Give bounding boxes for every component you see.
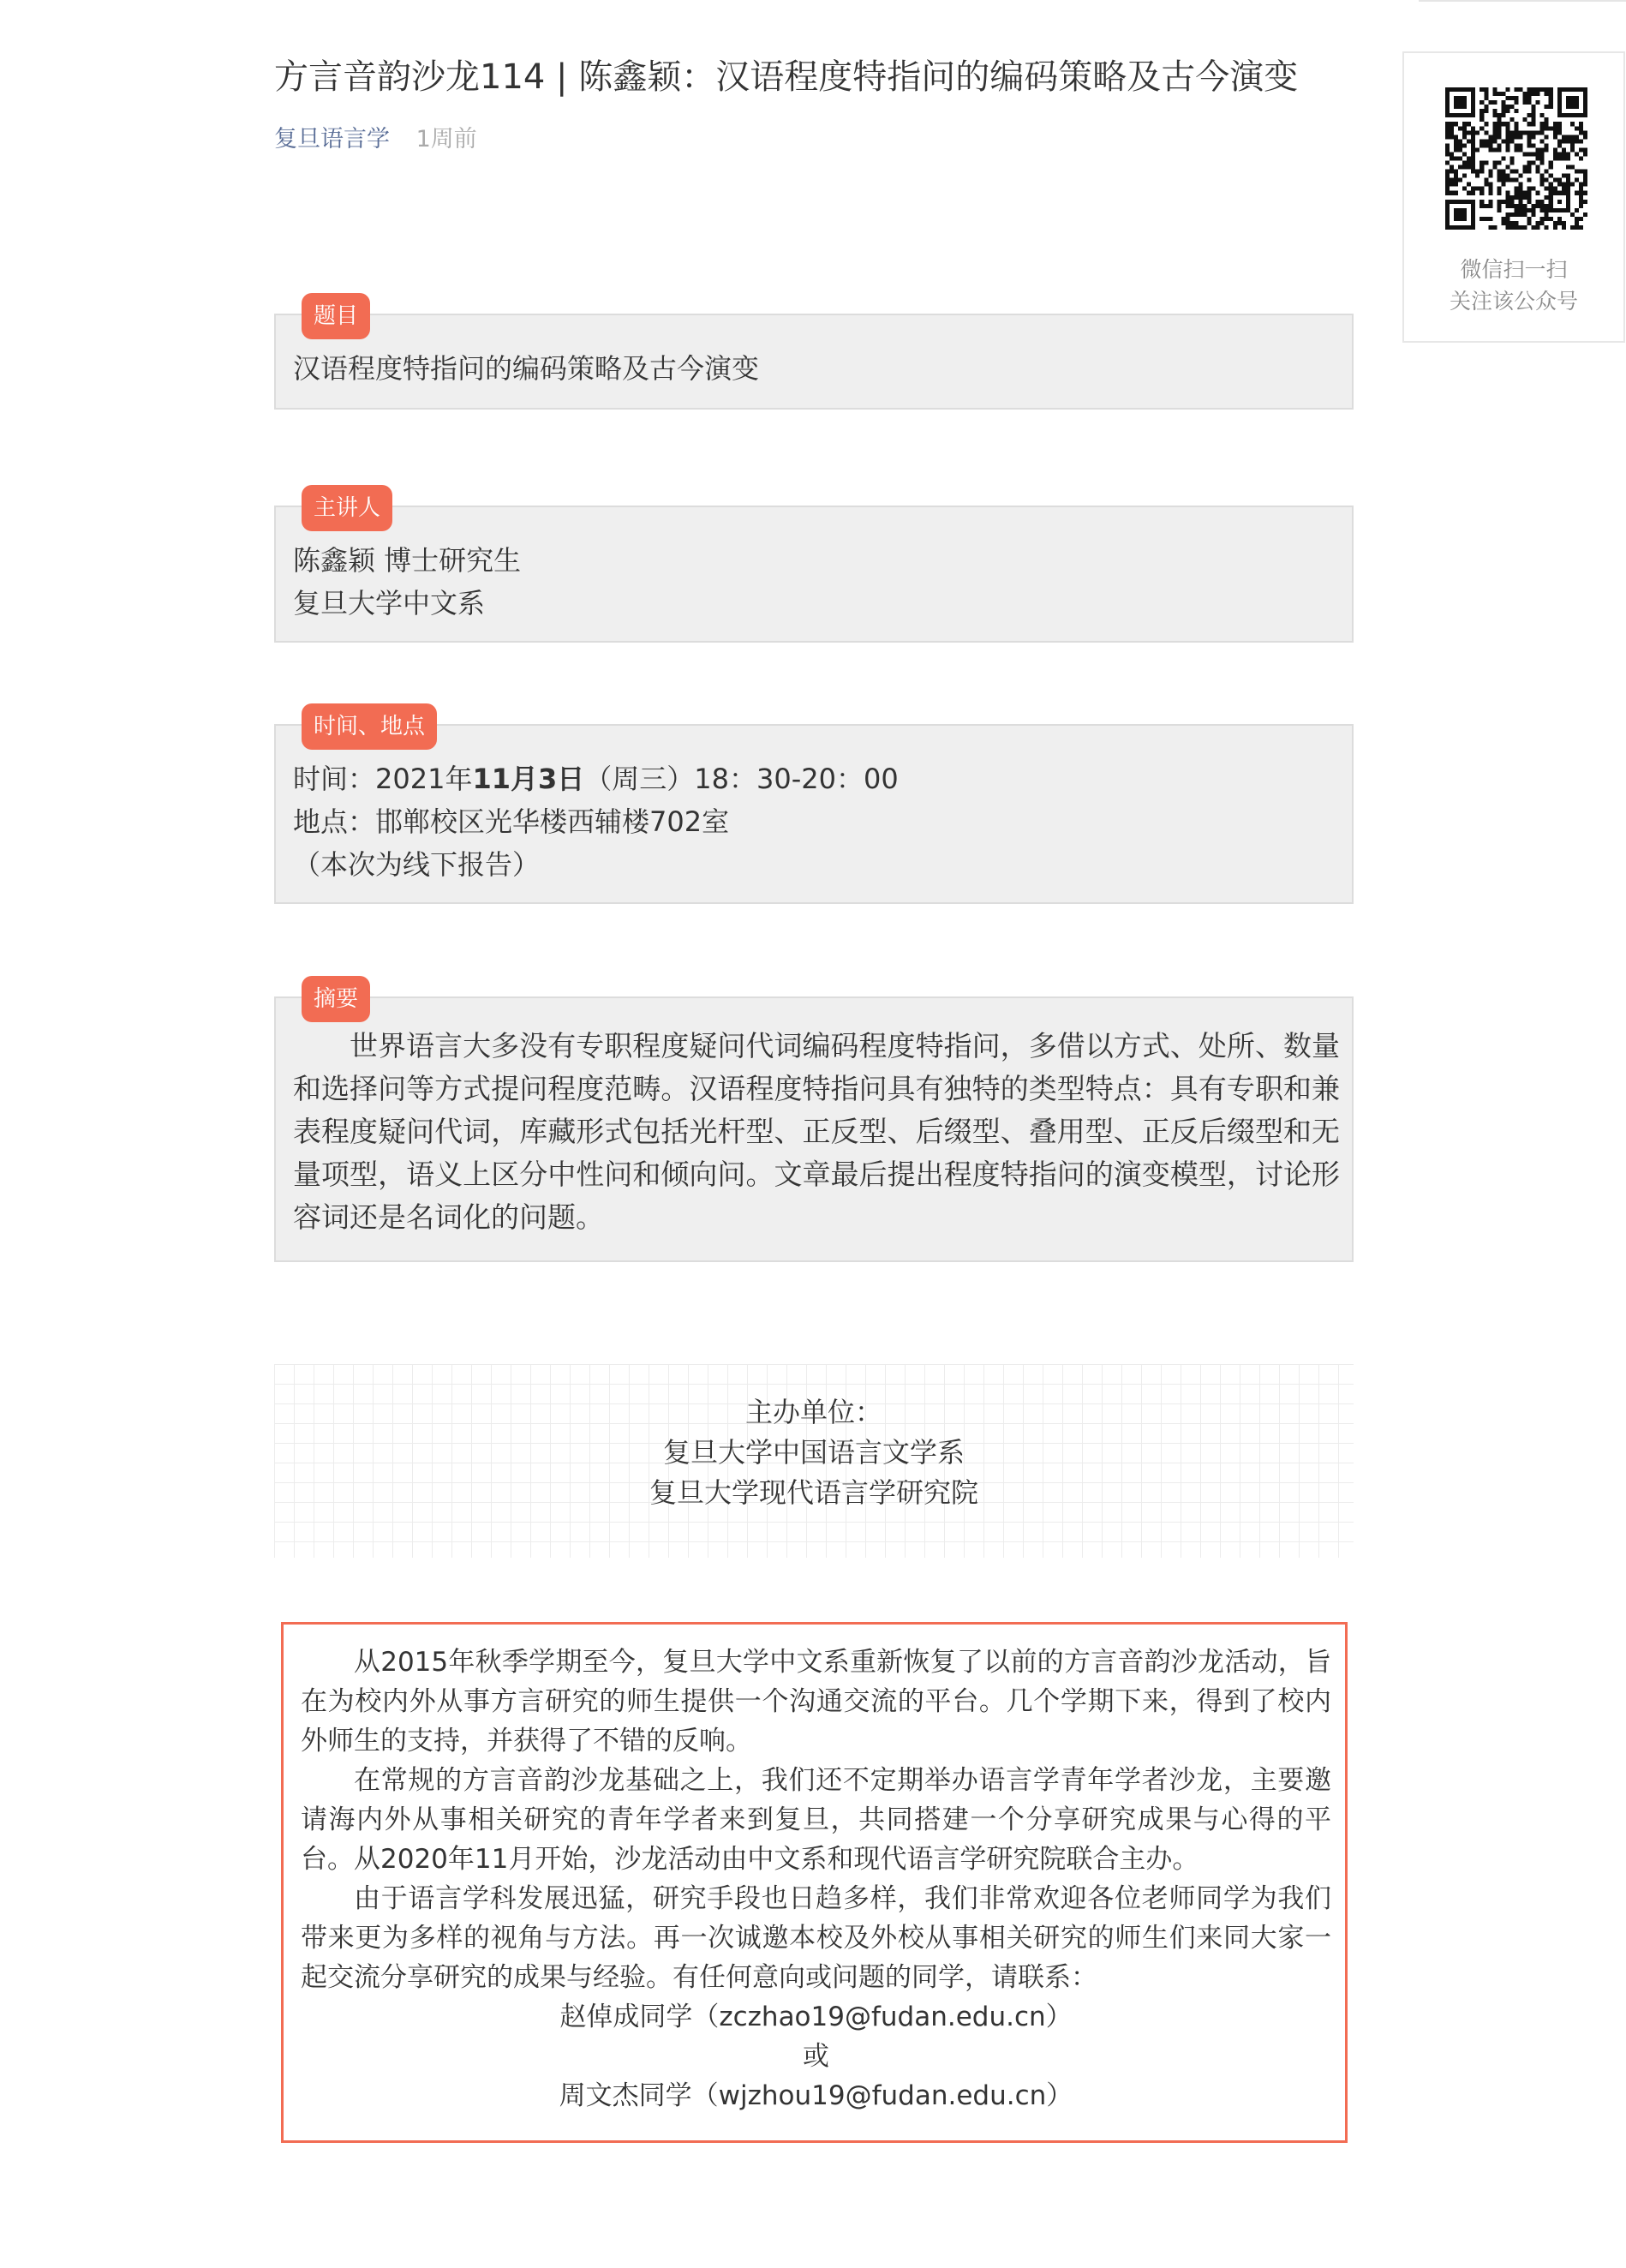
speaker-tag: 主讲人 bbox=[302, 485, 392, 531]
host-org-2: 复旦大学现代语言学研究院 bbox=[649, 1476, 978, 1509]
intro-paragraph-3: 由于语言学科发展迅猛，研究手段也日趋多样，我们非常欢迎各位老师同学为我们带来更为多样的视角与方法。再一次诚邀本校及外校从事相关研究的师生们来同大家一起交流分享研究的成果与经验。有任何意向或问题的同学，请联系： bbox=[301, 1883, 1331, 1993]
contact-2: 周文杰同学（wjzhou19@fudan.edu.cn） bbox=[559, 2080, 1073, 2111]
abstract-text: 世界语言大多没有专职程度疑问代词编码程度特指问，多借以方式、处所、数量和选择问等方式提问程度范畴。汉语程度特指问具有独特的类型特点：具有专职和兼表程度疑问代词，库藏形式包括光杆型、正反型、后缀型、叠用型、正反后缀型和无量项型，语义上区分中性问和倾向问。文章最后提出程度特指问的演变模型，讨论形容词还是名词化的问题。 bbox=[293, 1029, 1340, 1234]
event-time-prefix: 时间：2021年 bbox=[293, 763, 473, 795]
article-meta bbox=[274, 124, 477, 155]
event-place: 地点：邯郸校区光华楼西辅楼702室 bbox=[293, 805, 730, 838]
abstract-section bbox=[274, 986, 1354, 1262]
intro-text bbox=[301, 1643, 1331, 2115]
speaker-affiliation: 复旦大学中文系 bbox=[293, 587, 486, 619]
host-text bbox=[274, 1392, 1354, 1513]
corner-divider bbox=[1419, 0, 1626, 2]
qr-caption bbox=[1404, 254, 1623, 317]
speaker-section bbox=[274, 495, 1354, 643]
event-date: 11月3日 bbox=[472, 763, 585, 795]
intro-paragraph-2: 在常规的方言音韵沙龙基础之上，我们还不定期举办语言学青年学者沙龙，主要邀请海内外从事相关研究的青年学者来到复旦，共同搭建一个分享研究成果与心得的平台。从2020年11月开始，沙龙活动由中文系和现代语言学研究院联合主办。 bbox=[301, 1765, 1331, 1875]
qr-code-icon bbox=[1445, 87, 1587, 230]
intro-box bbox=[281, 1622, 1348, 2143]
time-place-section bbox=[274, 714, 1354, 904]
topic-section bbox=[274, 303, 1354, 410]
event-note: （本次为线下报告） bbox=[293, 848, 541, 881]
abstract-tag: 摘要 bbox=[302, 976, 370, 1022]
time-place-tag: 时间、地点 bbox=[302, 703, 437, 750]
host-org-1: 复旦大学中国语言文学系 bbox=[662, 1436, 965, 1469]
qr-caption-line2: 关注该公众号 bbox=[1449, 289, 1578, 314]
time-place-body bbox=[293, 757, 899, 886]
contact-1: 赵倬成同学（zczhao19@fudan.edu.cn） bbox=[559, 2002, 1073, 2032]
topic-tag: 题目 bbox=[302, 293, 370, 339]
topic-text: 汉语程度特指问的编码策略及古今演变 bbox=[293, 352, 760, 385]
qr-card bbox=[1402, 51, 1625, 343]
contact-or: 或 bbox=[803, 2041, 829, 2072]
host-box bbox=[274, 1364, 1354, 1558]
article-title: 方言音韵沙龙114 | 陈鑫颖：汉语程度特指问的编码策略及古今演变 bbox=[274, 57, 1299, 97]
host-label: 主办单位： bbox=[744, 1396, 882, 1428]
qr-caption-line1: 微信扫一扫 bbox=[1460, 257, 1568, 282]
publish-time: 1周前 bbox=[415, 126, 477, 153]
intro-paragraph-1: 从2015年秋季学期至今，复旦大学中文系重新恢复了以前的方言音韵沙龙活动，旨在为校内外从事方言研究的师生提供一个沟通交流的平台。几个学期下来，得到了校内外师生的支持，并获得了不错的反响。 bbox=[301, 1647, 1331, 1756]
speaker-name: 陈鑫颖 博士研究生 bbox=[293, 544, 522, 577]
account-link[interactable]: 复旦语言学 bbox=[274, 126, 390, 153]
event-time bbox=[293, 757, 899, 800]
topic-body bbox=[293, 347, 759, 390]
speaker-body bbox=[293, 539, 521, 625]
event-time-suffix: （周三）18：30-20：00 bbox=[584, 763, 899, 795]
